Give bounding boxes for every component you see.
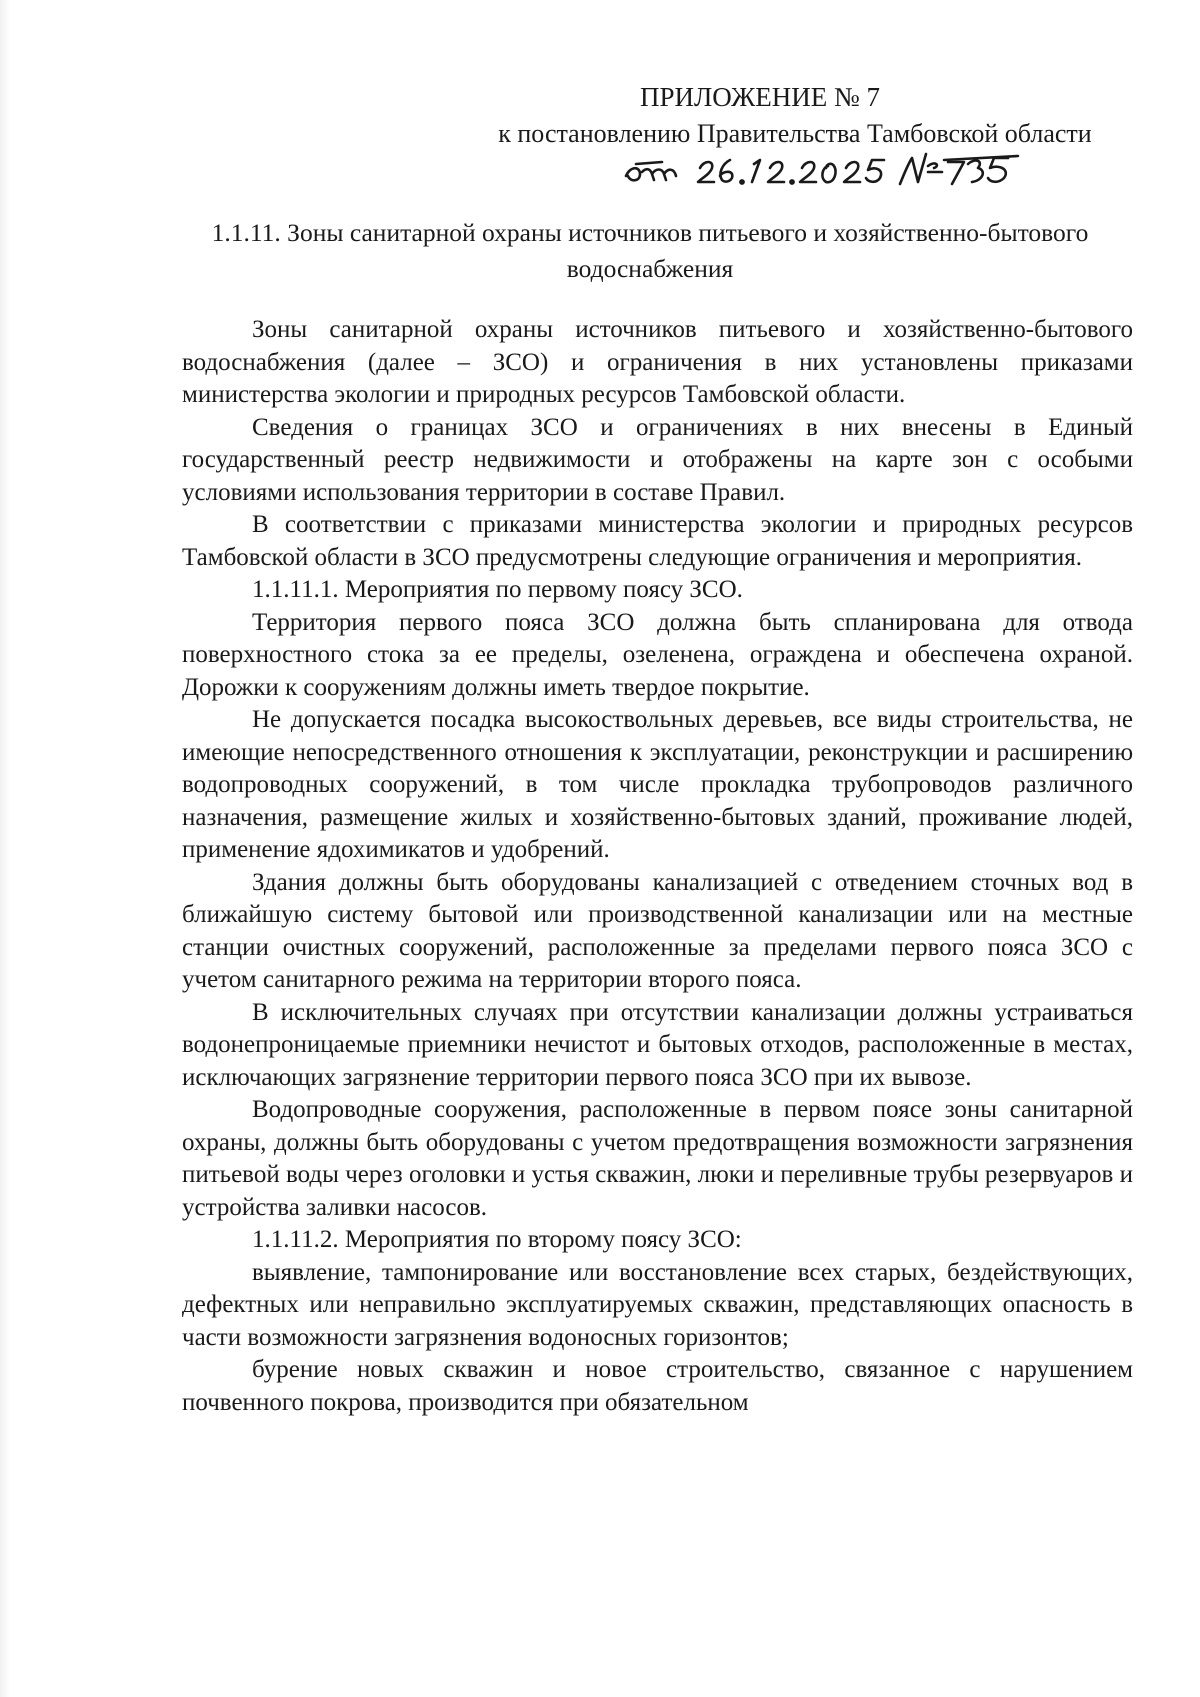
paragraph: Зоны санитарной охраны источников питьевого и хозяйственно-бытового водоснабжения (далее – ЗСО) и ограничения в них установлены приказами министерства экологии и природных ресурсов Тамбовской области.: [182, 316, 1133, 408]
paragraph: бурение новых скважин и новое строительство, связанное с нарушением почвенного покрова, производится при обязательном: [182, 1356, 1133, 1416]
paragraph: Сведения о границах ЗСО и ограничениях в них внесены в Единый государственный реестр недвижимости и отображены на карте зон с особыми условиями использования территории в составе Правил.: [182, 413, 1133, 506]
paragraph: Территория первого пояса ЗСО должна быть спланирована для отвода поверхностного стока за ее пределы, озеленена, ограждена и обеспечена охраной. Дорожки к сооружениям должны иметь твердое покрытие.: [182, 608, 1133, 701]
paragraph: В соответствии с приказами министерства экологии и природных ресурсов Тамбовской области в ЗСО предусмотрены следующие ограничения и мероприятия.: [182, 511, 1133, 571]
subsection-heading: 1.1.11.2. Мероприятия по второму поясу ЗСО:: [252, 1226, 742, 1253]
paragraph: Не допускается посадка высокоствольных деревьев, все виды строительства, не имеющие непосредственного отношения к эксплуатации, реконструкции и расширению водопроводных сооружений, в том числе прокладка трубопроводов различного назначения, размещение жилых и хозяйственно-бытовых зданий, проживание людей, применение ядохимикатов и удобрений.: [182, 706, 1133, 863]
paragraph: Водопроводные сооружения, расположенные в первом поясе зоны санитарной охраны, должны быть оборудованы с учетом предотвращения возможности загрязнения питьевой воды через оголовки и устья скважин, люки и переливные трубы резервуаров и устройства заливки насосов.: [182, 1096, 1133, 1221]
section-heading: 1.1.11. Зоны санитарной охраны источников питьевого и хозяйственно-бытового водоснабжения: [211, 218, 1089, 283]
subsection-heading: 1.1.11.1. Мероприятия по первому поясу ЗСО.: [252, 576, 743, 603]
paragraph: выявление, тампонирование или восстановление всех старых, бездействующих, дефектных или неправильно эксплуатируемых скважин, представляющих опасность в части возможности загрязнения водоносных горизонтов;: [182, 1258, 1133, 1351]
scan-edge-shadow: [0, 0, 10, 1697]
paragraph: Здания должны быть оборудованы канализацией с отведением сточных вод в ближайшую систему бытовой или производственной канализации или на местные станции очистных сооружений, расположенные за пределами первого пояса ЗСО с учетом санитарного режима на территории второго пояса.: [182, 868, 1133, 993]
appendix-subtitle: к постановлению Правительства Тамбовской области: [498, 119, 1092, 148]
body-text: [182, 314, 1133, 1419]
appendix-title: ПРИЛОЖЕНИЕ № 7: [639, 82, 881, 112]
handwritten-date-number: [622, 146, 1022, 194]
paragraph: В исключительных случаях при отсутствии канализации должны устраиваться водонепроницаемые приемники нечистот и бытовых отходов, расположенные в местах, исключающих загрязнение территории первого пояса ЗСО при их вывозе.: [182, 998, 1133, 1091]
